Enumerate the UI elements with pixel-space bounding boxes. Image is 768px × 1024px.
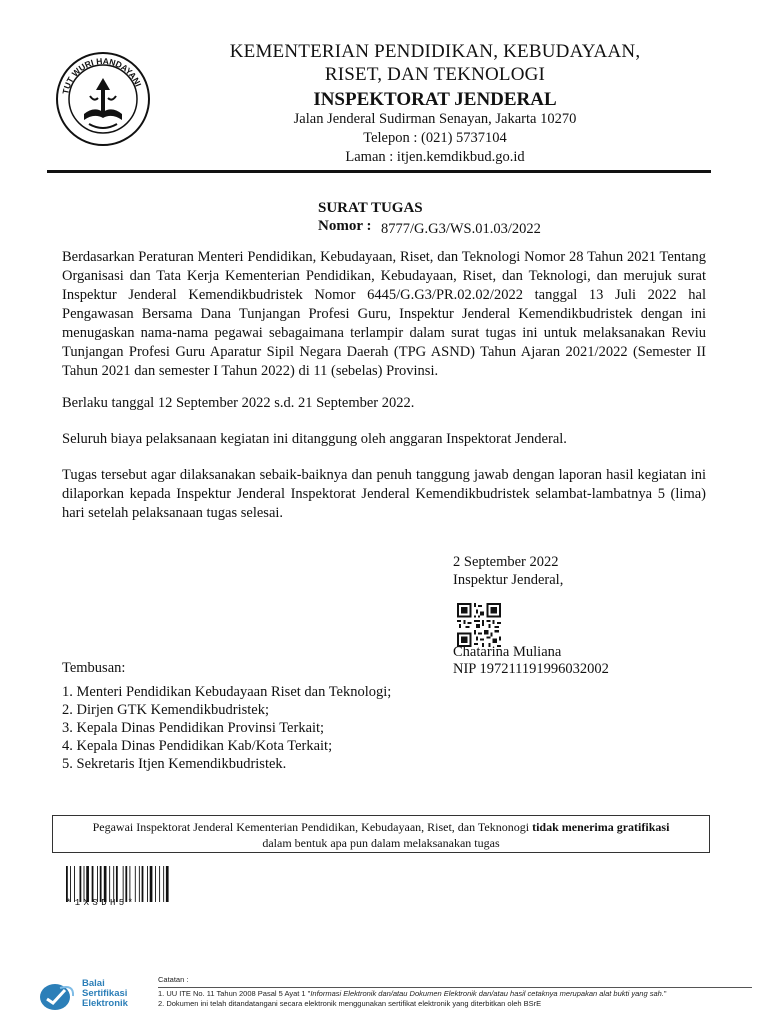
bsre-line: Balai	[82, 978, 105, 989]
note-1-quote: Informasi Elektronik dan/atau Dokumen Elektronik dan/atau hasil cetaknya merupakan alat bukti yang sah.	[310, 989, 664, 998]
list-item: 5. Sekretaris Itjen Kemendikbudristek.	[62, 756, 287, 772]
ministry-line-2: RISET, DAN TEKNOLOGI	[324, 64, 546, 85]
paragraph-validity: Berlaku tanggal 12 September 2022 s.d. 21 September 2022.	[62, 395, 415, 411]
list-item: 4. Kepala Dinas Pendidikan Kab/Kota Terkait;	[62, 738, 333, 754]
tembusan-label: Tembusan:	[62, 660, 126, 676]
website: Laman : itjen.kemdikbud.go.id	[345, 149, 525, 165]
svg-text:TUT WURI HANDAYANI: TUT WURI HANDAYANI	[60, 55, 144, 96]
notice-text: Pegawai Inspektorat Jenderal Kementerian Pendidikan, Kebudayaan, Riset, dan Teknonogi	[92, 820, 533, 834]
gratification-notice	[52, 815, 710, 853]
list-item: 1. Menteri Pendidikan Kebudayaan Riset dan Teknologi;	[62, 684, 392, 700]
note-2: 2. Dokumen ini telah ditandatangani secara elektronik menggunakan sertifikat elektronik yang diterbitkan oleh BSrE	[158, 999, 542, 1008]
ministry-name	[170, 40, 700, 86]
paragraph-instruction: Tugas tersebut agar dilaksanakan sebaik-baiknya dan penuh tanggung jawab dengan laporan hasil kegiatan ini dilaporkan kepada Inspektur Jenderal Inspektorat Jenderal Kemendikbudristek selambat-lambatnya 5 (lima) hari setelah pelaksanaan tugas selesai.	[62, 467, 706, 521]
bsre-name	[82, 979, 128, 1009]
letter-title: SURAT TUGAS	[318, 200, 423, 216]
paragraph-funding: Seluruh biaya pelaksanaan kegiatan ini ditanggung oleh anggaran Inspektorat Jenderal.	[62, 431, 567, 447]
signature-position: Inspektur Jenderal,	[453, 572, 564, 588]
header-rule	[47, 170, 711, 173]
note-1-suffix: "	[663, 989, 667, 998]
address: Jalan Jenderal Sudirman Senayan, Jakarta 10270	[293, 111, 577, 127]
number-value: 8777/G.G3/WS.01.03/2022	[381, 221, 541, 237]
note-1	[158, 989, 748, 999]
notice-bold-text: tidak menerima gratifikasi	[532, 820, 670, 834]
signatory-name: Chatarina Muliana	[453, 644, 562, 660]
paragraph-basis: Berdasarkan Peraturan Menteri Pendidikan, Kebudayaan, Riset, dan Teknologi Nomor 28 Tahun 2021 Tentang Organisasi dan Tata Kerja Kementerian Pendidikan, Kebudayaan, Riset, dan Teknologi, dan merujuk surat Inspektur Jenderal Kemendikbudristek Nomor 6445/G.G3/PR.02.02/2022 tanggal 13 Juli 2022 hal Pengawasan Bersama Dana Tunjangan Profesi Guru, Inspektur Jenderal Kemendikbudristek dengan ini menugaskan nama-nama pegawai sebagaimana terlampir dalam surat tugas ini untuk melaksanakan Reviu Tunjangan Profesi Guru Aparatur Sipil Negara Daerah (TPG ASND) Tahun Ajaran 2021/2022 (Semester II Tahun 2021 dan semester I Tahun 2022) di 11 (sebelas) Provinsi.	[62, 249, 706, 379]
catatan-label: Catatan :	[158, 975, 189, 984]
signature-date: 2 September 2022	[453, 554, 559, 570]
bsre-line: Sertifikasi	[82, 988, 128, 999]
qr-code-icon	[457, 603, 501, 647]
bsre-line: Elektronik	[82, 998, 128, 1009]
tut-wuri-handayani-logo	[54, 50, 152, 148]
bsre-logo-icon	[38, 982, 76, 1012]
unit-name: INSPEKTORAT JENDERAL	[313, 89, 557, 110]
note-1-prefix: 1. UU ITE No. 11 Tahun 2008 Pasal 5 Ayat 1 "	[158, 989, 311, 998]
barcode-icon	[66, 866, 196, 902]
footer-rule	[158, 987, 752, 988]
ministry-line-1: KEMENTERIAN PENDIDIKAN, KEBUDAYAAN,	[229, 41, 641, 62]
list-item: 2. Dirjen GTK Kemendikbudristek;	[62, 702, 269, 718]
list-item: 3. Kepala Dinas Pendidikan Provinsi Terkait;	[62, 720, 325, 736]
phone: Telepon : (021) 5737104	[363, 130, 507, 146]
notice-line-2: dalam bentuk apa pun dalam melaksanakan tugas	[262, 836, 500, 850]
tembusan-list	[62, 683, 391, 773]
number-label: Nomor :	[318, 218, 372, 234]
footer-notes	[158, 975, 748, 1009]
barcode-code: *1XSDH5*	[66, 898, 137, 908]
signatory-nip: NIP 197211191996032002	[453, 661, 609, 677]
